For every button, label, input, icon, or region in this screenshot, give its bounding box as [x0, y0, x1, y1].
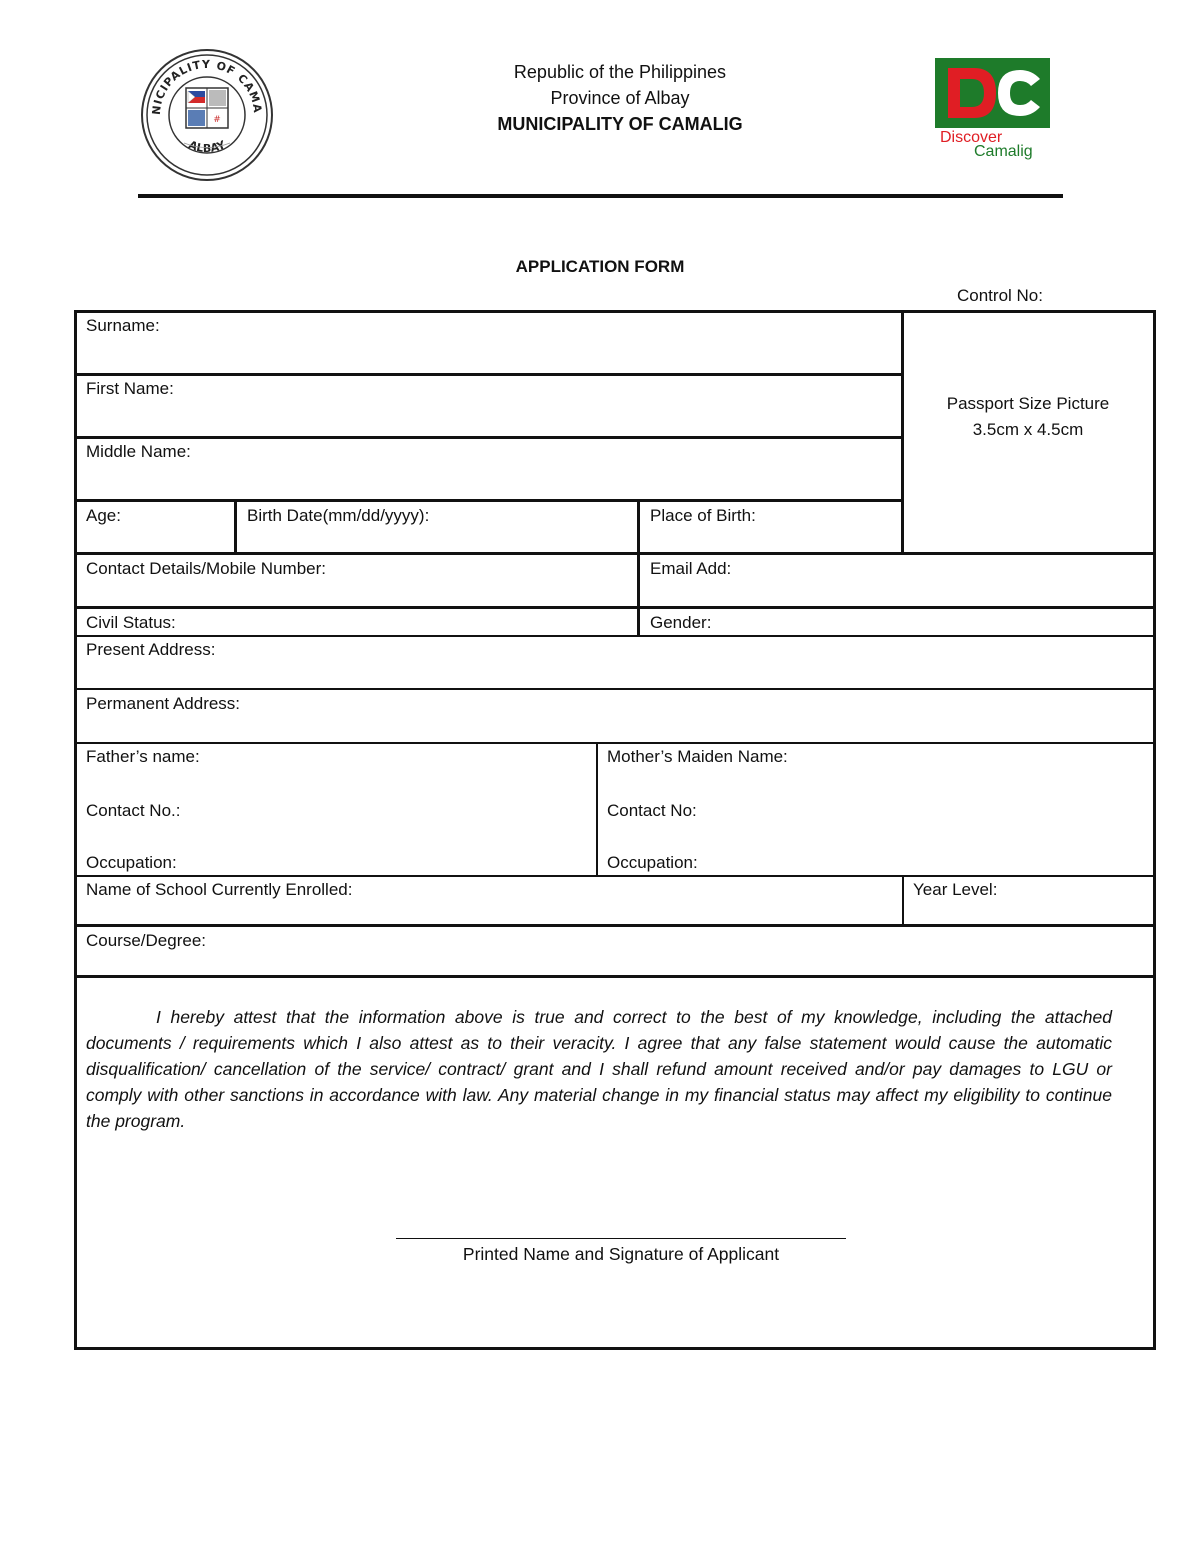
row-divider: [74, 499, 904, 502]
discover-camalig-logo: [930, 56, 1052, 164]
header-municipality: MUNICIPALITY OF CAMALIG: [497, 114, 743, 134]
photo-label: Passport Size Picture: [946, 394, 1110, 413]
municipal-seal: [140, 48, 274, 182]
logo-word-camalig: Camalig: [974, 143, 1033, 160]
permanent-address-label: Permanent Address:: [86, 694, 241, 713]
row-divider: [74, 975, 1153, 978]
father-contact-label: Contact No.:: [86, 801, 181, 820]
contact-details-label: Contact Details/Mobile Number:: [86, 559, 326, 578]
column-divider: [902, 875, 904, 925]
gender-label: Gender:: [650, 613, 712, 632]
control-no-label: Control No:: [957, 286, 1043, 305]
father-occupation-label: Occupation:: [86, 853, 177, 872]
middle-name-label: Middle Name:: [86, 442, 191, 461]
fathers-name-label: Father’s name:: [86, 747, 200, 766]
surname-label: Surname:: [86, 316, 160, 335]
mothers-name-label: Mother’s Maiden Name:: [607, 747, 788, 766]
row-divider: [74, 635, 1153, 637]
mother-occupation-label: Occupation:: [607, 853, 698, 872]
row-divider: [74, 688, 1153, 690]
row-divider: [74, 742, 1153, 744]
civil-status-label: Civil Status:: [86, 613, 176, 632]
photo-size-label: 3.5cm x 4.5cm: [972, 420, 1084, 439]
first-name-label: First Name:: [86, 379, 174, 398]
email-label: Email Add:: [650, 559, 732, 578]
course-label: Course/Degree:: [86, 931, 207, 950]
signature-line: [396, 1238, 846, 1239]
row-divider: [74, 924, 1153, 927]
place-of-birth-label: Place of Birth:: [650, 506, 756, 525]
year-level-label: Year Level:: [913, 880, 998, 899]
row-divider: [74, 436, 904, 439]
mother-contact-label: Contact No:: [607, 801, 697, 820]
header-divider: [138, 194, 1063, 198]
form-title: APPLICATION FORM: [515, 257, 685, 276]
svg-text:#: #: [213, 115, 221, 125]
row-divider: [74, 373, 904, 376]
application-form-table: [74, 310, 1156, 1350]
seal-top-text: NICIPALITY OF CAMA: [149, 57, 265, 116]
column-divider: [234, 499, 237, 555]
attestation-text: I hereby attest that the information above is true and correct to the best of my knowledge, including the attached documents / requirements which I also attest as to their veracity. I agree that any false statement would cause the automatic disqualification/ cancellation of the service/ contract/ grant and I shall refund amount received and/or pay damages to LGU or comply with other sanctions in accordance with law. Any material change in my financial status may affect my eligibility to continue the program.: [86, 1007, 1112, 1131]
row-divider: [74, 606, 1153, 609]
row-divider: [74, 875, 1153, 877]
seal-bottom-text: ALBAY: [186, 138, 228, 156]
column-divider: [596, 742, 598, 876]
signature-label: Printed Name and Signature of Applicant: [462, 1244, 780, 1264]
header-republic: Republic of the Philippines: [513, 62, 727, 82]
header-province: Province of Albay: [550, 88, 690, 108]
birth-date-label: Birth Date(mm/dd/yyyy):: [247, 506, 430, 525]
school-label: Name of School Currently Enrolled:: [86, 880, 353, 899]
present-address-label: Present Address:: [86, 640, 216, 659]
age-label: Age:: [86, 506, 121, 525]
column-divider: [637, 499, 640, 637]
logo-word-discover: Discover: [940, 129, 1003, 146]
attestation-statement: [86, 1004, 1112, 1134]
